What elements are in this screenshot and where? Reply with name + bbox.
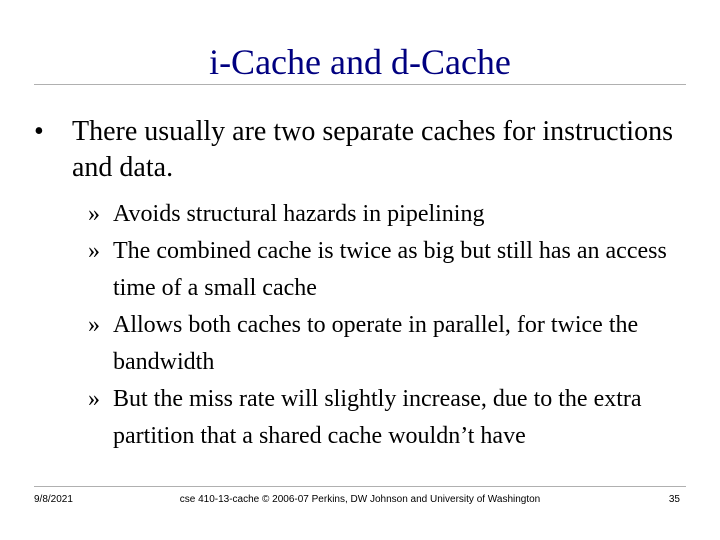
sub-bullet-mark: » xyxy=(88,201,100,227)
sub-bullet-mark: » xyxy=(88,386,100,412)
sub-bullet-mark: » xyxy=(88,238,100,264)
footer-credit: cse 410-13-cache © 2006-07 Perkins, DW Johnson and University of Washington xyxy=(179,494,541,505)
sub-bullet-text: Avoids structural hazards in pipelining xyxy=(113,201,485,227)
sub-bullet-text: The combined cache is twice as big but still has an access time of a small cache xyxy=(113,238,667,301)
main-bullet-text: There usually are two separate caches for instructions and data. xyxy=(72,116,673,183)
footer-date: 9/8/2021 xyxy=(34,494,73,505)
sub-bullet-item xyxy=(88,307,688,381)
sub-bullet-list xyxy=(88,196,688,455)
title-divider xyxy=(34,84,686,85)
sub-bullet-item xyxy=(88,233,688,307)
bullet-mark: • xyxy=(34,116,44,147)
sub-bullet-item xyxy=(88,381,688,455)
sub-bullet-mark: » xyxy=(88,312,100,338)
sub-bullet-text: But the miss rate will slightly increase, due to the extra partition that a shared cache wouldn’t have xyxy=(113,386,642,449)
main-bullet xyxy=(34,114,684,186)
footer-divider xyxy=(34,486,686,487)
sub-bullet-text: Allows both caches to operate in parallel, for twice the bandwidth xyxy=(113,312,639,375)
sub-bullet-item xyxy=(88,196,688,233)
page-number: 35 xyxy=(668,494,680,505)
slide-title: i-Cache and d-Cache xyxy=(209,42,511,82)
